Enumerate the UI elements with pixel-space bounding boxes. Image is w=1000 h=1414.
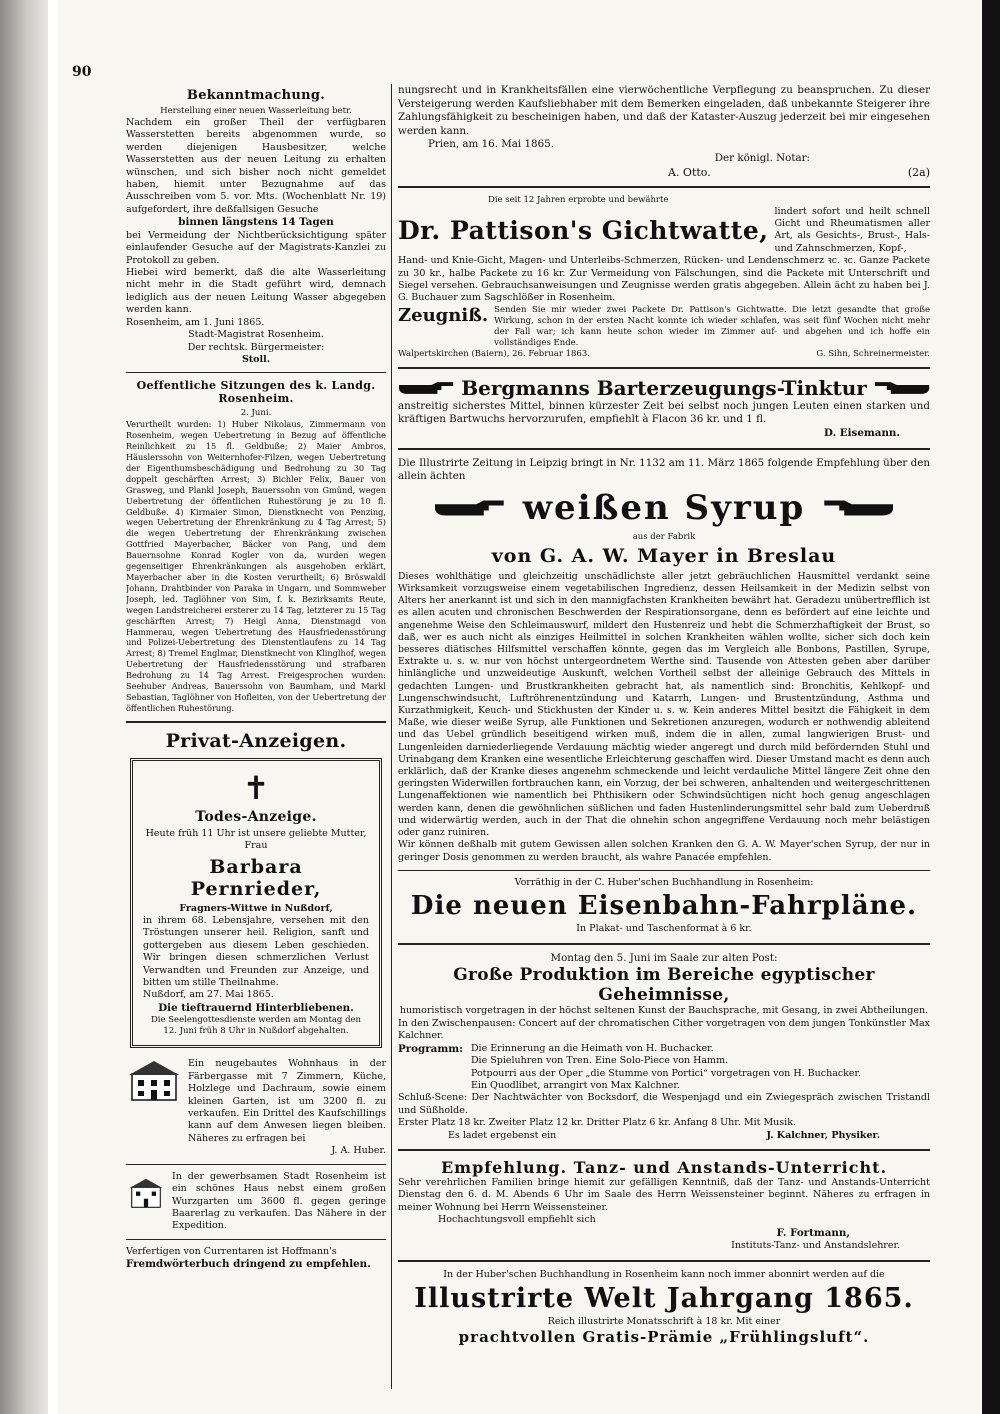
programm [398,1043,930,1093]
zeugnis-place: Walpertskirchen (Baiern), 26. Februar 1863. [398,348,590,359]
illustrirte-subtitle: Reich illustrirte Monatsschrift à 18 kr. Mit einer [547,1315,781,1327]
syrup-maker: von G. A. W. Mayer in Breslau [491,544,837,567]
bekanntmachung-deadline: binnen längstens 14 Tagen [178,216,334,229]
todes-anzeige-box [130,758,382,1049]
bergmann-title: Bergmanns Barterzeugungs-Tinktur [461,375,867,400]
todes-anzeige-note: Die Seelengottesdienste werden am Montag den 12. Juni früh 8 Uhr in Nußdorf abgehalten. [150,1015,362,1037]
pointing-hand-right-icon [398,380,455,396]
syrup-intro: Die Illustrirte Zeitung in Leipzig bringt in Nr. 1132 am 11. März 1865 folgende Empfehlung über den allein ächten [398,456,930,483]
preise: Erster Platz 18 kr. Zweiter Platz 12 kr. Dritter Platz 6 kr. Anfang 8 Uhr. Mit Musik. [398,1117,796,1129]
bekanntmachung-body: Nachdem ein großer Theil der verfügbaren Wasserstetten bereits abgenommen wurde, so werden diejenigen Hausbesitzer, welche Wasserstetten aus der neuen Leitung zu erhalten wünschen, und sich bisher noch nicht gemeldet haben, hiemit unter Bezugnahme auf das Ausschreiben vom 5. vor. Mts. (Wochenblatt Nr. 19) aufgefordert, ihre deßfallsigen Gesuche [126,117,386,215]
zeugnis-name: G. Sihn, Schreinermeister. [816,348,930,359]
syrup-fabrik: aus der Fabrik [632,531,696,542]
programm-item: Die Spieluhren von Tren. Eine Solo-Piece von Hamm. [470,1055,729,1067]
haus-anzeige-1 [126,1058,386,1145]
divider [398,367,930,369]
bekanntmachung-date: Rosenheim, am 1. Juni 1865. [126,316,265,328]
divider [398,870,930,871]
bergmann-header [398,376,930,400]
book-gutter [0,0,48,1414]
einladung-row [398,1130,930,1142]
zeugnis-body: Senden Sie mir wieder zwei Packete Dr. Pattison's Gichtwatte. Die letzt gesandte that große Wirkung, schon in der ersten Nacht konnte ich wieder schlafen, was seit fünf Wochen nicht mehr der Fall war; ich kann heute schon wieder im Zimmer auf- und abgehen und ich hoffe ein vollständiges Ende. [494,304,930,348]
sitzungen-date: 2. Juni. [240,408,272,419]
einladung: Es ladet ergebenst ein [448,1129,557,1141]
divider [398,186,930,188]
tanz-name: F. Fortmann, [776,1226,850,1239]
notar-role: Der königl. Notar: [714,151,810,164]
programm-label: Programm: [398,1042,463,1055]
syrup-body: Dieses wohlthätige und gleichzeitig unschädlichste aller jetzt gebräuchlichen Hausmittel verdankt seine Wirksamkeit vorzugsweise einem vegetabilischen Ingredienz, dessen Heilsamkeit in der Medizin selbst von Alters her anerkannt ist und sich in den mannigfachsten Krankheiten bewährt hat. Geradezu unübertrefflich ist es allen acuten und chronischen Beschwerden der Respirationsorgane, denn es befördert auf eine leichte und angenehme Weise den Schleimauswurf, mildert den Hustenreiz und hebt die Schmerzhaftigkeit der Brust, so daß, wer es auch nicht als einziges Heilmittel in solchen Krankheiten wählen wollte, sicher sich doch kein besseres diätisches Hilfsmittel verschaffen könnte, gegen das im Vergleich alle Bonbons, Pastillen, Syrupe, Extrakte u. s. w. nur von höchst untergeordnetem Werthe sind. Tausende von Attesten geben aber darüber hinlängliche und unzweideutige Auskunft, welchen Vortheil selbst der alleinige Gebrauch des Mittels in gedachten Lungen- und Brustkrankheiten gebracht hat, als namentlich sind: Bronchitis, Kehlkopf- und Lungenschwindsucht, Luftröhrenentzündung und Katarrh, Lungen- und Brustentzündung, Asthma und Kurzathmigkeit, Keuch- und Stickhusten der Kinder u. s. w. Kein anderes Mittel besitzt die Fähigkeit in dem Maße, wie dieser weiße Syrup, alle Funktionen und Sekretionen anzuregen, wodurch er nothwendig ableitend und das Uebel gründlich beseitigend wirken muß, indem die in allen, zumal langwierigen Brust- und Lungenleiden darniederliegende Verdauung mächtig wieder angeregt und durch mild befördernden Stuhl und Urinabgang dem Kranken eine wesentliche Erleichterung geschaffen wird. Dieser Umstand macht es denn auch erklärlich, daß der Kranke dieses angenehm schmeckende und leicht verdauliche Mittel längere Zeit ohne den geringsten Widerwillen fortbrauchen kann, ein Vorzug, der bei schweren, anhaltenden und weitergeschrittenen Lungenaffektionen wie namentlich bei Phthisikern oder Schwindsüchtigen nicht hoch genug angeschlagen werden kann, denen die gewöhnlichen süßlichen und faden Hustenlinderungsmittel sehr bald zum Ueberdruß und widerwärtig werden, auch in der That die ohnehin schon angegriffene Verdauung noch mehr belästigen oder ganz ruiniren. [398,570,930,839]
haus-anzeige-2 [126,1171,386,1233]
programm-list [471,1043,861,1093]
column-rule [391,84,392,1389]
pattison-body: Hand- und Knie-Gicht, Magen- und Unterleibs-Schmerzen, Rücken- und Lendenschmerz ꝛc. ꝛc. Ganze Packete zu 30 kr., halbe Packete zu 16 kr. Zur Vermeidung von Fälschungen, sind die Packete mit Unterschrift und Siegel versehen. Gebrauchsanweisungen und Zeugnisse werden gratis abgegeben. Allein ächt zu haben bei J. G. Buchauer zum Sagschlößer in Rosenheim. [398,255,930,304]
fahrplaene-title: Die neuen Eisenbahn-Fahrpläne. [410,891,918,922]
bekanntmachung-body-3: Hiebei wird bemerkt, daß die alte Wasserleitung nicht mehr in die Stadt geführt wird, demnach lediglich aus der neuen Leitung Wasser abgegeben werden kann. [126,267,386,316]
programm-item: Die Erinnerung an die Heimath von H. Buchacker. [470,1042,714,1054]
todes-anzeige-subname: Fragners-Wittwe in Nußdorf, [179,902,333,914]
haus-anzeige-2-text: In der gewerbsamen Stadt Rosenheim ist ein schönes Haus nebst einem großen Wurzgarten um 3600 fl. gegen geringe Baarerlag zu verkaufen. Das Nähere in der Expedition. [172,1170,386,1232]
todes-anzeige-body: in ihrem 68. Lebensjahre, versehen mit den Tröstungen unserer heil. Religion, sanft und gottergeben aus diesem Leben geschieden. Wir bringen diesen schmerzlichen Verlust Verwandten und Freunden zur Anzeige, und bitten um stille Theilnahme. [143,915,369,989]
bekanntmachung-signature-2: Der rechtsk. Bürgermeister: [187,341,325,353]
haus-anzeige-1-text: Ein neugebautes Wohnhaus in der Färbergasse mit 7 Zimmern, Küche, Holzlege und Dachraum, sowie einem kleinen Garten, ist um 3200 fl. zu verkaufen. Ein Drittel des Kaufschillings kann auf dem Anwesen liegen bleiben. Näheres zu erfragen bei [188,1058,386,1144]
hoffmann-line-2: Fremdwörterbuch dringend zu empfehlen. [126,1258,371,1271]
page-number: 90 [72,64,92,80]
syrup-body-2: Wir können deßhalb mit gutem Gewissen allen solchen Kranken den G. A. W. Mayer'schen Syrup, der nur in geringer Dosis genommen zu werden braucht, als wahre Panacée empfehlen. [398,839,930,863]
illustrirte-top: In der Huber'schen Buchhandlung in Rosenheim kann noch immer abonnirt werden auf die [443,1268,885,1280]
pointing-hand-left-icon [819,498,897,518]
bekanntmachung-body-2: bei Vermeidung der Nichtberücksichtigung später einlaufender Gesuche auf der Magistrats-Kanzlei zu Protokoll zu geben. [126,229,386,266]
divider [126,721,386,723]
tanz-title: Empfehlung. Tanz- und Anstands-Unterricht. [440,1157,888,1177]
divider [398,448,930,450]
einladung-name: J. Kalchner, Physiker. [766,1129,880,1141]
sitzungen-title: Oeffentliche Sitzungen des k. Landg. Rosenheim. [136,379,376,406]
pointing-hand-left-icon [873,380,930,396]
divider [126,1164,386,1165]
page-edge [982,0,1000,1414]
hoffmann-line-1: Verfertigen von Currentaren ist Hoffmann's [126,1245,337,1257]
divider [398,943,930,945]
produktion-subtitle: humoristisch vorgetragen in der höchst seltenen Kunst der Bauchsprache, mit Gesang, in zwei Abtheilungen. [399,1005,929,1017]
divider [398,1149,930,1151]
notar-reference: (2a) [907,165,930,179]
produktion-title: Große Produktion im Bereiche egyptischer Geheimnisse, [453,965,875,1006]
pattison-side: lindert sofort und heilt schnell Gicht und Rheumatismen aller Art, als Gesichts-, Brust-, Hals- und Zahnschmerzen, Kopf-, [774,205,930,254]
right-column [398,84,930,1394]
produktion-zwischenpausen: In den Zwischenpausen: Concert auf der chromatischen Cither vorgetragen von dem jungen Tonkünstler Max Kalchner. [398,1017,930,1042]
notar-date: Prien, am 16. Mai 1865. [428,138,554,151]
cross-icon: ✝ [242,768,270,807]
notar-name-row [398,166,930,179]
fahrplaene-subtitle: In Plakat- und Taschenformat à 6 kr. [576,923,752,935]
pattison-title: Dr. Pattison's Gichtwatte, [398,215,769,245]
pattison-top: Die seit 12 Jahren erprobte und bewährte [488,194,669,205]
haus-anzeige-1-signature: J. A. Huber. [331,1145,386,1157]
todes-anzeige-intro: Heute früh 11 Uhr ist unsere geliebte Mutter, Frau [145,827,367,852]
divider [398,1260,930,1262]
house-icon [126,1171,166,1215]
pattison-header [398,206,930,256]
programm-item: Potpourri aus der Oper „die Stumme von Portici“ vorgetragen von H. Buchacker. [470,1067,862,1079]
tanz-body: Sehr verehrlichen Familien bringe hiemit zur gefälligen Kenntniß, daß der Tanz- und Anstands-Unterricht Dienstag den 6. d. M. Abends 6 Uhr im Saale des Herrn Weissensteiner beginnt. Näheres zu erfragen in meiner Wohnung bei Herrn Weissensteiner. [398,1176,930,1213]
todes-anzeige-date: Nußdorf, am 27. Mai 1865. [143,989,274,1001]
tanz-role: Instituts-Tanz- und Anstandslehrer. [731,1240,900,1252]
bergmann-signature: D. Eisemann. [824,427,900,439]
bekanntmachung-subtitle: Herstellung einer neuen Wasserleitung betr. [160,106,352,116]
todes-anzeige-title: Todes-Anzeige. [195,808,317,825]
illustrirte-title: Illustrirte Welt Jahrgang 1865. [414,1282,914,1314]
schluss-scene: Schluß-Scene: Der Nachtwächter von Bocksdorf, die Wespenjagd und ein Zwiegespräch zwischen Tristandl und Süßholde. [398,1092,930,1116]
zeugnis-footer [398,349,930,360]
fahrplaene-top: Vorräthig in der C. Huber'schen Buchhandlung in Rosenheim: [514,877,814,889]
todes-anzeige-name: Barbara Pernrieder, [190,855,322,900]
syrup-title: weißen Syrup [522,487,806,528]
divider [126,1239,386,1240]
zeugnis-word: Zeugniß. [398,304,489,326]
left-column [126,84,386,1394]
house-icon [126,1058,182,1102]
programm-item: Ein Quodlibet, arrangirt von Max Kalchner. [470,1079,680,1091]
bergmann-body: anstreitig sicherstes Mittel, binnen kürzester Zeit bei selbst noch jungen Leuten einen starken und kräftigen Bartwuchs hervorzurufen, empfiehlt à Flacon 36 kr. und 1 fl. [398,399,930,426]
sitzungen-body: Verurtheilt wurden: 1) Huber Nikolaus, Zimmermann von Rosenheim, wegen Uebertretung in Bezug auf öffentliche Reinlichkeit zu 15 fl. Geldbuße; 2) Maier Ambros, Häuslerssohn von Weiternhofer-Filzen, wegen Uebertretung der Eigenthumsbeschädigung und Bedrohung zu 30 Tag doppelt geschärften Arrest; 3) Bichler Felix, Bauer von Grasweg, und Plankl Joseph, Bauerssohn von Gmünd, wegen Uebertretung der öffentlichen Ruhestörung je zu 10 fl. Geldbuße. 4) Kirmaier Simon, Dienstknecht von Penzing, wegen Uebertretung der Ehrenkränkung zu 4 Tag Arrest; 5) die wegen Uebertretung der Ehrenkränkung zwischen Gottfried Mayerbacher, Bäcker von Pang, und dem Bauernsohne Konrad Kogler von da, wurden wegen gegenseitiger Ehrenkränkungen als ausgehoben erklärt, Mayerbacher aber in die Kosten verurtheilt; 6) Bröswaldl Johann, Drahtbinder von Paraka in Ungarn, und Sommweber Joseph, led. Taglöhner von Sim, f. k. Bezirksamts Reute, wegen Landstreicherei ersterer zu 14 Tag, letzterer zu 15 Tag geschärften Arrest; 7) Heigl Anna, Dienstmagd von Hammerau, wegen Uebertretung des Hausfriedensstörung und Polizei-Uebertretung des Dienstentlaufens zu 14 Tag Arrest; 8) Tremel Englmar, Dienstknecht von Klinglhof, wegen Uebertretung der Hausfriedensstörung und strafbaren Bedrohung zu 14 Tag Arrest. Freigesprochen wurden: Seehuber Andreas, Bauerssohn von Baumham, und Markl Sebastian, Taglöhner von Hofleiten, von der Uebertretung der öffentlichen Ruhestörung. [126,419,386,713]
todes-anzeige-sign: Die tieftrauernd Hinterbliebenen. [158,1001,354,1014]
bekanntmachung-signature-3: Stoll. [241,353,271,365]
notar-body: nungsrecht und in Krankheitsfällen eine vierwöchentliche Verpflegung zu beanspruchen. Zu dieser Versteigerung werden Kaufsliebhaber mit dem Bemerken eingeladen, daß unbekannte Steigerer ihre Zahlungsfähigkeit zu bescheinigen haben, und daß der Kataster-Auszug jederzeit bei mir eingesehen werden kann. [398,84,930,137]
syrup-header [398,488,930,528]
zeugnis-row [398,305,930,349]
notar-name: A. Otto. [668,165,711,179]
bekanntmachung-title: Bekanntmachung. [186,88,326,103]
produktion-top: Montag den 5. Juni im Saale zur alten Post: [550,951,778,964]
pointing-hand-right-icon [431,498,509,518]
tanz-greeting: Hochachtungsvoll empfiehlt sich [438,1214,596,1226]
illustrirte-bottom: prachtvollen Gratis-Prämie „Frühlingsluft“. [458,1328,870,1347]
privat-anzeigen-title: Privat-Anzeigen. [165,729,347,752]
divider [126,372,386,373]
bekanntmachung-signature-1: Stadt-Magistrat Rosenheim. [188,329,324,341]
